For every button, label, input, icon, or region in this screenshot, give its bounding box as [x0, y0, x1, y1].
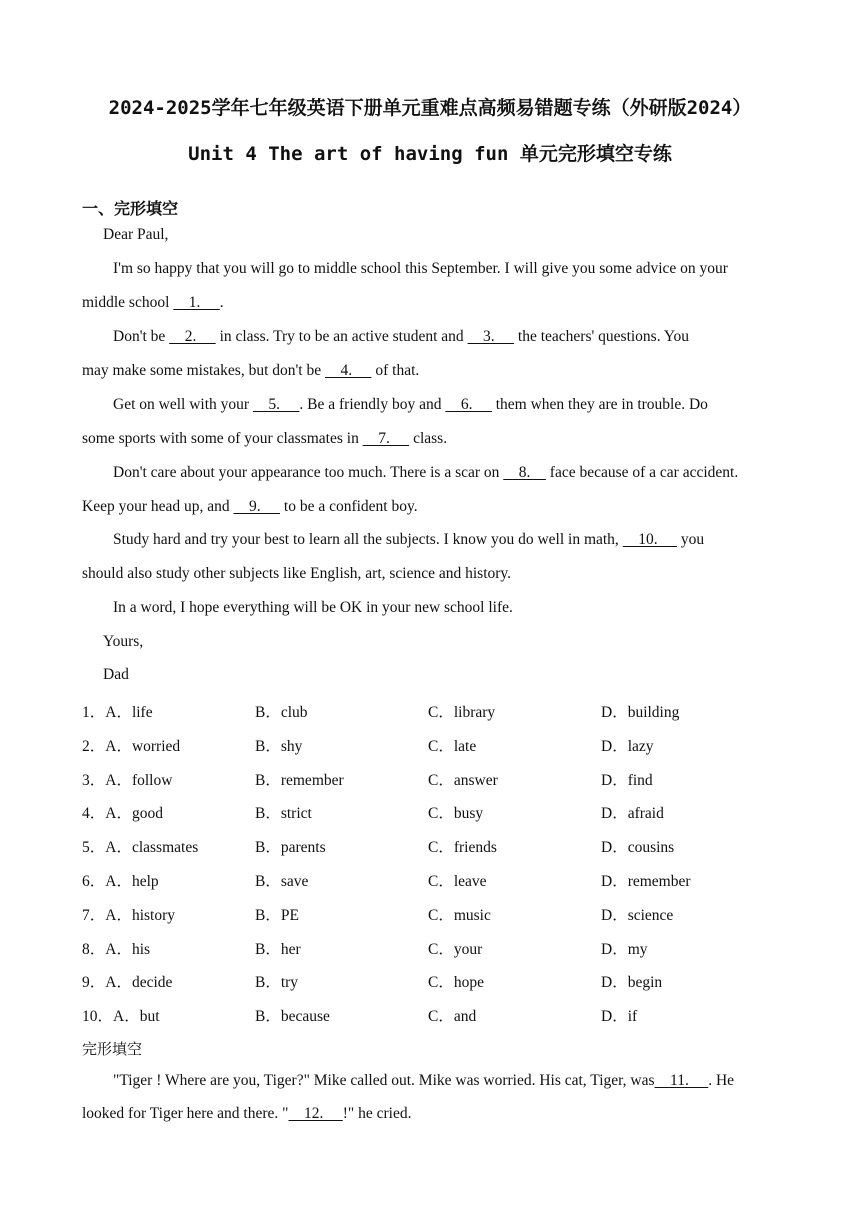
passage-line: [113, 464, 823, 482]
option-c: C．and: [428, 1008, 477, 1026]
question-row: [82, 869, 782, 891]
option-a: 4．A．good: [82, 805, 163, 823]
text: . Be a friendly boy and: [299, 396, 446, 413]
text: Get on well with your: [113, 396, 253, 413]
option-a: 10．A．but: [82, 1008, 160, 1026]
option-c: C．late: [428, 737, 477, 755]
blank-5: 5.: [252, 396, 300, 413]
option-b: B．PE: [255, 906, 299, 924]
text: . He: [708, 1072, 735, 1089]
option-d: D．science: [601, 906, 674, 924]
blank-9: 9.: [233, 498, 281, 515]
passage-line: [82, 498, 792, 516]
question-row: [82, 801, 782, 823]
question-row: [82, 970, 782, 992]
passage-line: [82, 294, 792, 312]
text: Keep your head up, and: [82, 498, 234, 515]
text: face because of a car accident.: [545, 464, 739, 481]
blank-6: 6.: [445, 396, 492, 413]
blank-1: 1.: [173, 294, 220, 311]
text: Don't care about your appearance too much. There is a scar on: [113, 464, 504, 481]
text: I'm so happy that you will go to middle school this September. I will give you some advice on your: [113, 260, 728, 277]
option-c: C．your: [428, 940, 483, 958]
option-b: B．because: [255, 1008, 330, 1026]
option-b: B．her: [255, 940, 301, 958]
option-d: D．find: [601, 771, 653, 789]
option-c: C．leave: [428, 873, 487, 890]
text: them when they are in trouble. Do: [491, 396, 708, 413]
option-d: D．if: [601, 1008, 638, 1026]
option-c: C．answer: [428, 771, 498, 789]
option-b: B．try: [255, 974, 299, 992]
option-c: C．library: [428, 704, 496, 721]
option-b: B．shy: [255, 737, 303, 755]
option-b: B．remember: [255, 771, 344, 789]
question-row: [82, 937, 782, 959]
option-b: B．strict: [255, 805, 312, 823]
section-label: 完形填空: [82, 1040, 143, 1058]
option-c: C．hope: [428, 974, 484, 992]
question-row: [82, 903, 782, 925]
text: in class. Try to be an active student and: [215, 328, 468, 345]
option-a: 2．A．worried: [82, 737, 181, 755]
option-b: B．parents: [255, 839, 326, 857]
passage-line: [113, 1072, 823, 1090]
blank-8: 8.: [503, 464, 546, 481]
question-row: [82, 768, 782, 790]
passage-line: [113, 531, 823, 549]
page-title: 2024-2025学年七年级英语下册单元重难点高频易错题专练（外研版2024）: [108, 97, 752, 119]
section-heading: 一、完形填空: [82, 199, 179, 218]
passage-line: [82, 430, 792, 448]
text: the teachers' questions. You: [514, 328, 690, 345]
option-d: D．remember: [601, 873, 691, 890]
signature: Dad: [103, 666, 129, 683]
closing: Yours,: [103, 633, 144, 650]
option-d: D．begin: [601, 974, 663, 992]
option-a: 6．A．help: [82, 873, 159, 890]
question-row: [82, 700, 782, 722]
question-row: [82, 734, 782, 756]
passage-line: In a word, I hope everything will be OK in your new school life.: [113, 599, 513, 616]
text: to be a confident boy.: [280, 498, 418, 515]
text: Study hard and try your best to learn all the subjects. I know you do well in math,: [113, 531, 623, 548]
text: "Tiger ! Where are you, Tiger?" Mike called out. Mike was worried. His cat, Tiger, was: [113, 1072, 655, 1089]
option-a: 1．A．life: [82, 704, 153, 721]
option-b: B．save: [255, 873, 309, 890]
text: middle school: [82, 294, 174, 311]
blank-4: 4.: [325, 362, 372, 379]
text: !" he cried.: [342, 1105, 412, 1122]
option-a: 9．A．decide: [82, 974, 173, 992]
option-c: C．busy: [428, 805, 484, 823]
option-d: D．my: [601, 940, 648, 958]
text: looked for Tiger here and there. ": [82, 1105, 289, 1122]
text: may make some mistakes, but don't be: [82, 362, 325, 379]
option-a: 3．A．follow: [82, 771, 173, 789]
option-a: 8．A．his: [82, 940, 151, 958]
passage-line: [113, 328, 823, 346]
text: some sports with some of your classmates in: [82, 430, 363, 447]
option-d: D．cousins: [601, 839, 675, 857]
passage-line: [113, 396, 823, 414]
blank-2: 2.: [169, 328, 216, 345]
blank-12: 12.: [288, 1105, 343, 1122]
blank-11: 11.: [654, 1072, 709, 1089]
passage-line: should also study other subjects like English, art, science and history.: [82, 565, 512, 582]
text: you: [676, 531, 705, 548]
option-b: B．club: [255, 704, 308, 721]
blank-7: 7.: [362, 430, 410, 447]
text: Don't be: [113, 328, 170, 345]
text: .: [219, 294, 224, 311]
question-row: [82, 1004, 782, 1026]
option-a: 5．A．classmates: [82, 839, 199, 857]
salutation: Dear Paul,: [103, 226, 169, 243]
option-c: C．friends: [428, 839, 497, 857]
option-d: D．building: [601, 704, 680, 721]
blank-10: 10.: [622, 531, 677, 548]
blank-3: 3.: [467, 328, 515, 345]
option-c: C．music: [428, 906, 491, 924]
option-a: 7．A．history: [82, 906, 176, 924]
option-d: D．lazy: [601, 737, 654, 755]
passage-line: [82, 1105, 792, 1123]
text: of that.: [371, 362, 420, 379]
passage-line: [113, 260, 823, 278]
question-row: [82, 835, 782, 857]
option-d: D．afraid: [601, 805, 664, 823]
text: class.: [409, 430, 448, 447]
passage-line: [82, 362, 792, 380]
page-subtitle: Unit 4 The art of having fun 单元完形填空专练: [188, 143, 672, 165]
